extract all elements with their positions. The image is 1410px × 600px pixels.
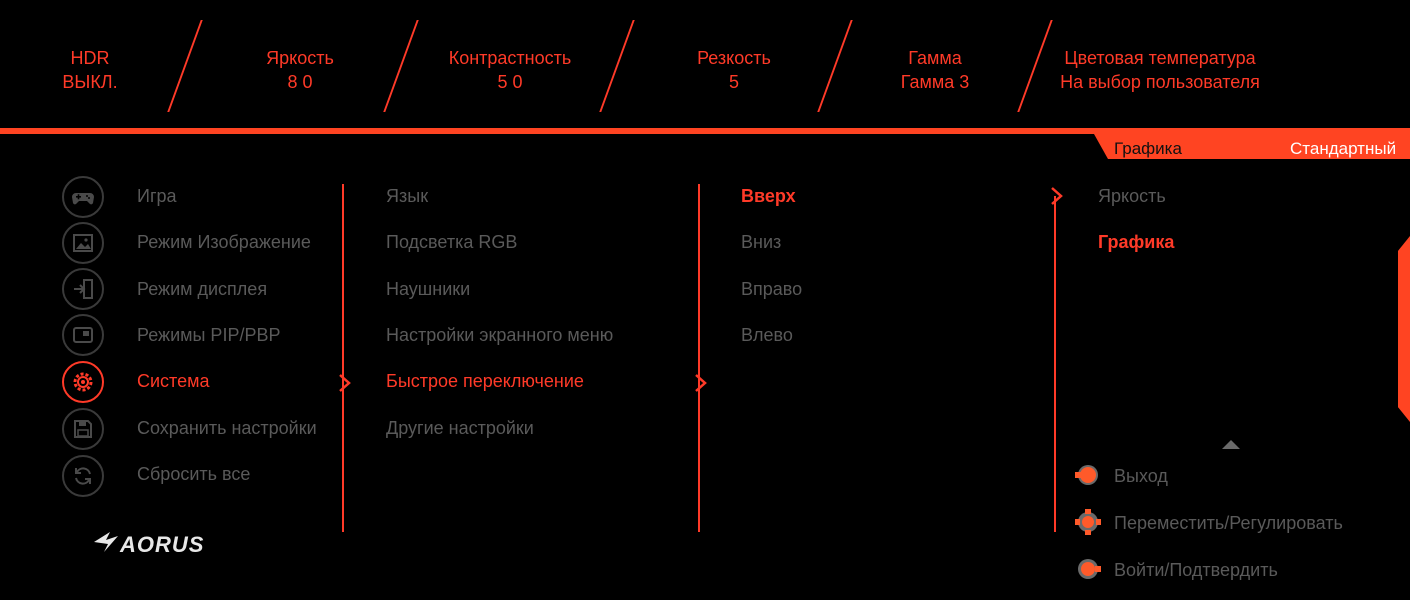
option-brightness[interactable]: Яркость (1098, 186, 1166, 206)
menu-item-save-settings[interactable]: Сохранить настройки (137, 418, 317, 438)
status-value: На выбор пользователя (1060, 72, 1260, 92)
menu-item-picture-mode[interactable]: Режим Изображение (137, 232, 311, 252)
pip-icon[interactable] (62, 314, 104, 356)
save-icon[interactable] (62, 408, 104, 450)
chevron-right-icon (1050, 186, 1064, 206)
input-icon[interactable] (62, 268, 104, 310)
submenu-item-osd-settings[interactable]: Настройки экранного меню (386, 325, 614, 345)
option-graphics[interactable]: Графика (1098, 232, 1175, 252)
hint-move-adjust: Переместить/Регулировать (1114, 513, 1343, 533)
status-label: Цветовая температура (1064, 48, 1256, 68)
reset-icon[interactable] (62, 455, 104, 497)
status-value: 8 0 (287, 72, 313, 92)
column-divider (698, 184, 700, 532)
divider (817, 20, 852, 112)
chevron-right-icon (338, 373, 352, 393)
submenu-item-headphones[interactable]: Наушники (386, 279, 471, 299)
status-value: Гамма 3 (900, 72, 970, 92)
menu-item-reset-all[interactable]: Сбросить все (137, 464, 251, 484)
joystick-exit-icon (1074, 461, 1102, 489)
menu-item-system[interactable]: Система (137, 371, 210, 391)
status-label: Резкость (697, 48, 771, 68)
status-label: Яркость (266, 48, 334, 68)
scroll-up-arrow-icon (1222, 440, 1240, 449)
divider (383, 20, 418, 112)
submenu-item-other-settings[interactable]: Другие настройки (386, 418, 534, 438)
submenu-item-rgb-light[interactable]: Подсветка RGB (386, 232, 518, 252)
tab-graphics-label: Графика (1114, 139, 1182, 158)
chevron-right-icon (694, 373, 708, 393)
status-value: 5 0 (497, 72, 523, 92)
picture-icon[interactable] (62, 222, 104, 264)
status-sharpness (664, 46, 804, 94)
joystick-enter-icon (1074, 555, 1102, 583)
tab-standard-label: Стандартный (1290, 139, 1397, 158)
status-label: HDR (70, 48, 110, 68)
gamepad-icon[interactable] (62, 176, 104, 218)
direction-up[interactable]: Вверх (741, 186, 796, 206)
header-divider (0, 128, 1410, 134)
direction-left[interactable]: Влево (741, 325, 793, 345)
hint-exit: Выход (1114, 466, 1168, 486)
status-label: Гамма (908, 48, 962, 68)
logo-text: AORUS (120, 532, 205, 557)
divider (599, 20, 634, 112)
column-divider (342, 184, 344, 532)
divider (1017, 20, 1052, 112)
gear-icon[interactable] (62, 361, 104, 403)
divider (167, 20, 202, 112)
aorus-logo (92, 526, 232, 560)
status-contrast (430, 46, 590, 94)
status-color-temp (1050, 46, 1270, 94)
status-hdr (40, 46, 140, 94)
direction-right[interactable]: Вправо (741, 279, 803, 299)
status-brightness (230, 46, 370, 94)
status-gamma (880, 46, 990, 94)
scroll-indicator (1398, 236, 1410, 422)
status-value: 5 (728, 72, 739, 92)
menu-item-game[interactable]: Игра (137, 186, 177, 206)
status-label: Контрастность (448, 48, 572, 68)
direction-down[interactable]: Вниз (741, 232, 782, 252)
joystick-move-icon (1074, 508, 1102, 536)
menu-item-display-mode[interactable]: Режим дисплея (137, 279, 268, 299)
submenu-item-quick-switch[interactable]: Быстрое переключение (386, 371, 584, 391)
menu-item-pip-pbp[interactable]: Режимы PIP/PBP (137, 325, 281, 345)
hint-enter-confirm: Войти/Подтвердить (1114, 560, 1278, 580)
status-value: ВЫКЛ. (62, 72, 118, 92)
column-divider (1054, 196, 1056, 532)
submenu-item-language[interactable]: Язык (386, 186, 429, 206)
